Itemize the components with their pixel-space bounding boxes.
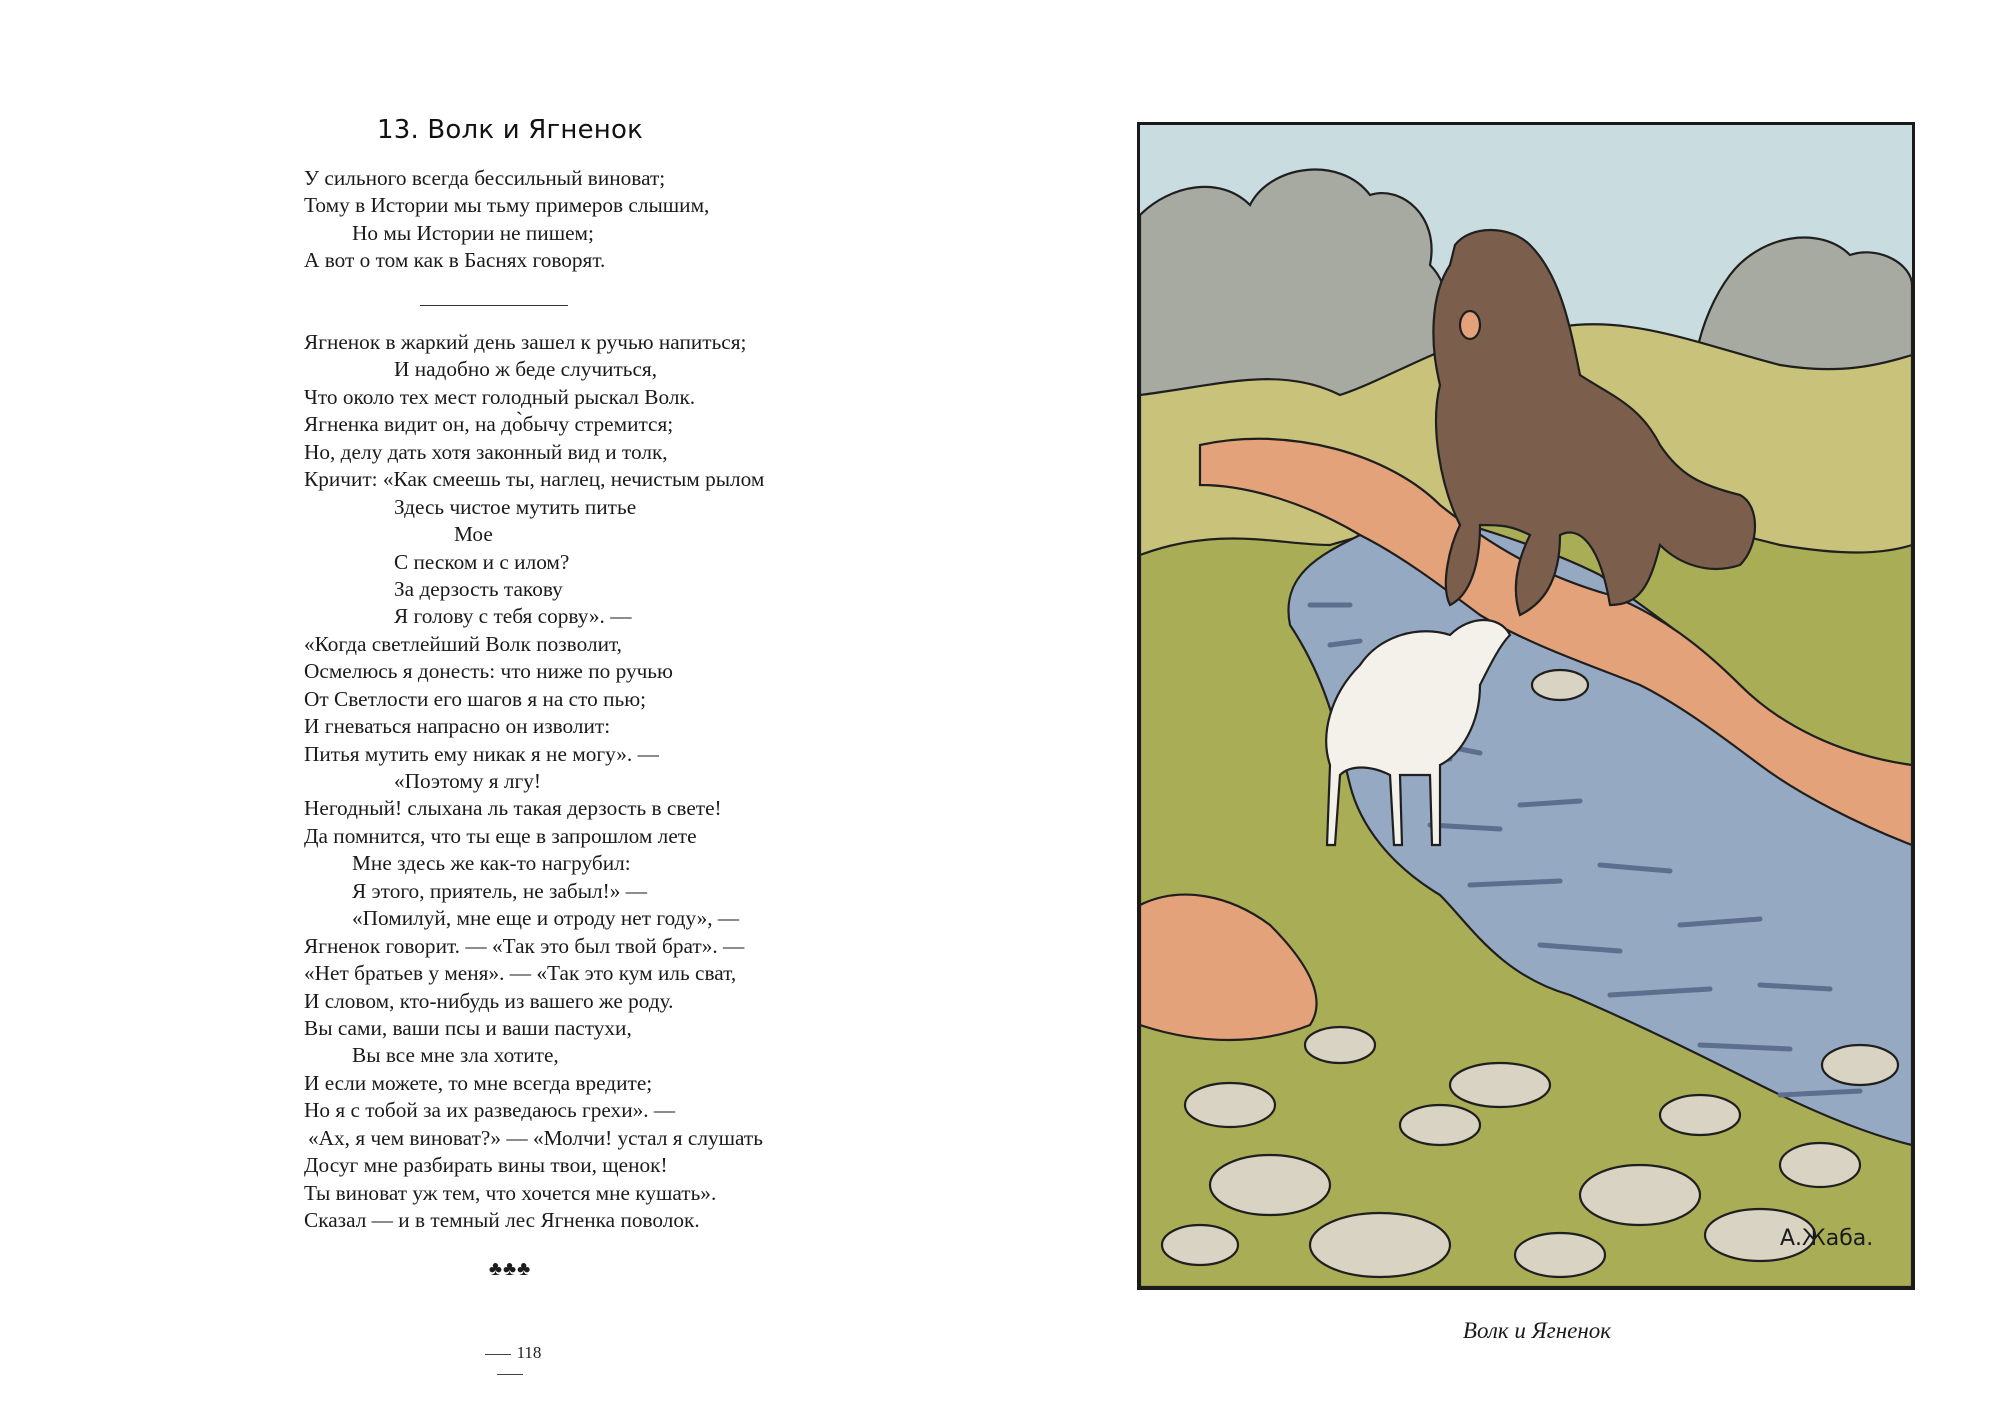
verse-line: Вы сами, ваши псы и ваши пастухи, xyxy=(304,1015,632,1040)
verse-line: Питья мутить ему никак я не могу». — xyxy=(304,741,659,766)
illustration xyxy=(1140,125,1912,1287)
verse-line: Да помнится, что ты еще в запрошлом лете xyxy=(304,823,697,848)
verse-line: С песком и с илом? xyxy=(394,549,570,574)
verse-line: Негодный! слыхана ль такая дерзость в свете! xyxy=(304,796,722,821)
folio-dash xyxy=(485,1354,511,1355)
illustration-frame xyxy=(1137,122,1915,1290)
verse-line: За дерзость такову xyxy=(394,576,563,601)
ornament: ♣♣♣ xyxy=(488,1258,532,1280)
verse-line: Я голову с тебя сорву». — xyxy=(394,604,632,629)
verse-line: Ягненка видит он, на до̀бычу стремится; xyxy=(304,412,674,437)
verse-line: И надобно ж беде случиться, xyxy=(394,357,658,382)
verse-line: «Ах, я чем виноват?» — «Молчи! устал я слушать xyxy=(308,1125,763,1150)
fable-text xyxy=(304,329,764,1234)
verse-line: У сильного всегда бессильный виноват; xyxy=(304,166,666,190)
verse-line: Что около тех мест голодный рыскал Волк. xyxy=(304,384,696,409)
fable-title: 13. Волк и Ягненок xyxy=(376,115,644,145)
verse-line: Мое xyxy=(454,522,493,547)
verse-line: Но мы Истории не пишем; xyxy=(352,220,594,245)
verse-line: Кричит: «Как смеешь ты, наглец, нечистым рылом xyxy=(304,467,765,492)
section-separator xyxy=(420,305,568,306)
verse-line: Ты виноват уж тем, что хочется мне кушать». xyxy=(304,1180,717,1205)
verse-line: «Поэтому я лгу! xyxy=(394,769,542,793)
verse-line: От Светлости его шагов я на сто пью; xyxy=(304,686,647,711)
wolf-tongue xyxy=(1460,311,1480,339)
verse-line: Досуг мне разбирать вины твои, щенок! xyxy=(304,1153,668,1178)
verse-line: Осмелюсь я донесть: что ниже по ручью xyxy=(304,659,673,684)
verse-line: И гневаться напрасно он изволит: xyxy=(304,714,611,739)
right-page xyxy=(1004,0,2008,1417)
verse-line: Вы все мне зла хотите, xyxy=(352,1043,559,1068)
verse-line: «Когда светлейший Волк позволит, xyxy=(304,631,622,656)
verse-line: Тому в Истории мы тьму примеров слышим, xyxy=(304,193,710,218)
verse-line: А вот о том как в Баснях говорят. xyxy=(304,248,606,273)
folio-dash xyxy=(497,1374,523,1375)
verse-line: Но я с тобой за их разведаюсь грехи». — xyxy=(304,1098,676,1123)
illustration-caption: Волк и Ягненок xyxy=(1462,1318,1612,1343)
verse-line: «Помилуй, мне еще и отроду нет году», — xyxy=(352,906,740,931)
verse-line: «Нет братьев у меня». — «Так это кум иль сват, xyxy=(304,961,737,986)
verse-line: Ягненок в жаркий день зашел к ручью напиться; xyxy=(304,330,747,354)
verse-line: Здесь чистое мутить питье xyxy=(394,494,637,519)
verse-line: И словом, кто-нибудь из вашего же роду. xyxy=(304,988,674,1013)
intro-stanza xyxy=(304,165,709,275)
verse-line: И если можете, то мне всегда вредите; xyxy=(304,1070,653,1095)
artist-signature: А.Жаба. xyxy=(1780,1226,1874,1251)
page-number xyxy=(460,1343,560,1383)
verse-line: Но, делу дать хотя законный вид и толк, xyxy=(304,439,668,464)
verse-line: Сказал — и в темный лес Ягненка поволок. xyxy=(304,1208,700,1232)
page-number-text: 118 xyxy=(516,1343,542,1362)
verse-line: Мне здесь же как-то нагрубил: xyxy=(352,851,631,876)
verse-line: Ягненок говорит. — «Так это был твой брат». — xyxy=(304,933,745,958)
verse-line: Я этого, приятель, не забыл!» — xyxy=(352,878,648,903)
